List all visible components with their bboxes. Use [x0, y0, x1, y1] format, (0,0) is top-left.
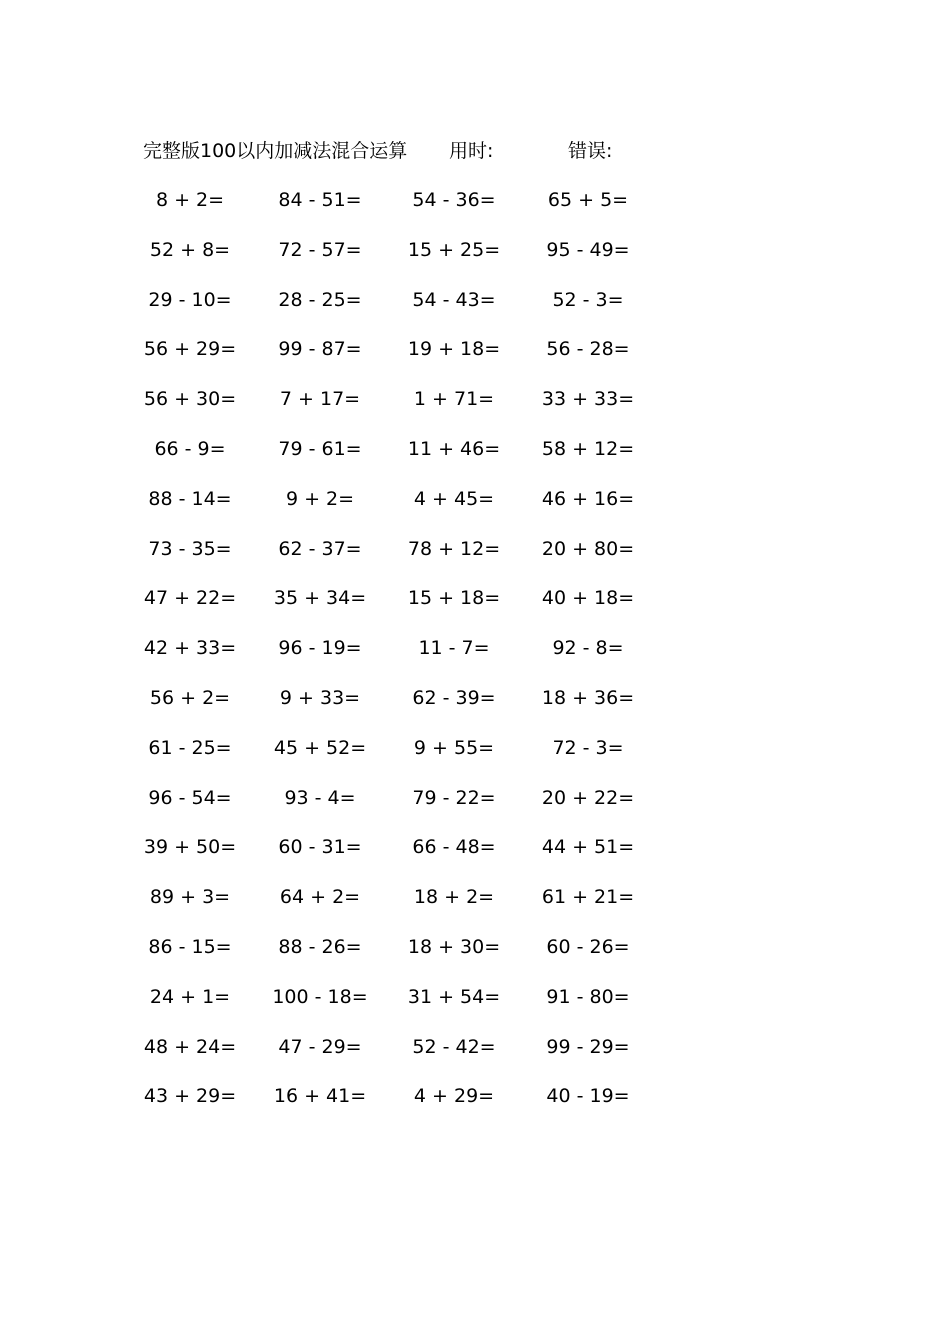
arithmetic-problem: 7 + 17= [279, 388, 361, 411]
arithmetic-problem: 20 + 80= [541, 537, 635, 560]
arithmetic-problem: 89 + 3= [149, 886, 231, 909]
arithmetic-problem: 1 + 71= [413, 388, 495, 411]
arithmetic-problem: 78 + 12= [407, 537, 501, 560]
arithmetic-problem: 54 - 36= [412, 189, 496, 211]
arithmetic-problem: 44 + 51= [541, 836, 635, 859]
arithmetic-problem: 96 - 19= [278, 637, 362, 660]
arithmetic-problem: 66 - 9= [154, 437, 226, 460]
problem-row [0, 632, 950, 682]
arithmetic-problem: 95 - 49= [546, 238, 630, 261]
arithmetic-problem: 56 + 29= [143, 338, 237, 361]
arithmetic-problem: 4 + 29= [413, 1085, 495, 1108]
arithmetic-problem: 8 + 2= [155, 189, 225, 211]
arithmetic-problem: 93 - 4= [284, 786, 356, 809]
arithmetic-problem: 56 - 28= [546, 338, 630, 361]
problem-row [0, 931, 950, 981]
arithmetic-problem: 91 - 80= [546, 985, 630, 1008]
arithmetic-problem: 48 + 24= [143, 1035, 237, 1058]
problem-row [0, 981, 950, 1031]
problem-row [0, 383, 950, 433]
problem-row [0, 732, 950, 782]
arithmetic-problem: 29 - 10= [148, 288, 232, 311]
arithmetic-problem: 46 + 16= [541, 487, 635, 510]
arithmetic-problem: 15 + 18= [407, 587, 501, 610]
arithmetic-problem: 40 + 18= [541, 587, 635, 610]
arithmetic-problem: 31 + 54= [407, 985, 501, 1008]
arithmetic-problem: 42 + 33= [143, 637, 237, 660]
arithmetic-problem: 33 + 33= [541, 388, 635, 411]
problem-row [0, 533, 950, 583]
error-count-label: 错误: [568, 140, 613, 162]
problem-row [0, 483, 950, 533]
arithmetic-problem: 61 - 25= [148, 736, 232, 759]
problem-row [0, 1031, 950, 1081]
worksheet-title: 完整版100以内加减法混合运算 [143, 140, 408, 162]
arithmetic-problem: 73 - 35= [148, 537, 232, 560]
arithmetic-problem: 40 - 19= [546, 1085, 630, 1108]
arithmetic-problem: 79 - 61= [278, 437, 362, 460]
arithmetic-problem: 28 - 25= [278, 288, 362, 311]
problem-row [0, 582, 950, 632]
arithmetic-problem: 43 + 29= [143, 1085, 237, 1108]
arithmetic-problem: 92 - 8= [552, 637, 624, 660]
time-used-label: 用时: [449, 140, 494, 162]
arithmetic-problem: 66 - 48= [412, 836, 496, 859]
arithmetic-problem: 54 - 43= [412, 288, 496, 311]
arithmetic-problem: 60 - 31= [278, 836, 362, 859]
arithmetic-problem: 56 + 2= [149, 686, 231, 709]
arithmetic-problem: 64 + 2= [279, 886, 361, 909]
problem-row [0, 433, 950, 483]
arithmetic-problem: 39 + 50= [143, 836, 237, 859]
arithmetic-problem: 61 + 21= [541, 886, 635, 909]
arithmetic-problem: 100 - 18= [272, 985, 368, 1008]
arithmetic-problem: 52 - 42= [412, 1035, 496, 1058]
arithmetic-problem: 47 + 22= [143, 587, 237, 610]
arithmetic-problem: 9 + 2= [285, 487, 355, 510]
arithmetic-problem: 18 + 36= [541, 686, 635, 709]
arithmetic-problem: 47 - 29= [278, 1035, 362, 1058]
arithmetic-problem: 72 - 57= [278, 238, 362, 261]
arithmetic-problem: 58 + 12= [541, 437, 635, 460]
problem-row [0, 284, 950, 334]
problem-grid [0, 184, 950, 1130]
arithmetic-problem: 11 - 7= [418, 637, 490, 660]
arithmetic-problem: 62 - 37= [278, 537, 362, 560]
arithmetic-problem: 52 - 3= [552, 288, 624, 311]
arithmetic-problem: 52 + 8= [149, 238, 231, 261]
problem-row [0, 682, 950, 732]
arithmetic-problem: 99 - 29= [546, 1035, 630, 1058]
problem-row [0, 1080, 950, 1130]
arithmetic-problem: 72 - 3= [552, 736, 624, 759]
problem-row [0, 881, 950, 931]
problem-row [0, 234, 950, 284]
problem-row [0, 831, 950, 881]
problem-row [0, 333, 950, 383]
arithmetic-problem: 79 - 22= [412, 786, 496, 809]
arithmetic-problem: 20 + 22= [541, 786, 635, 809]
arithmetic-problem: 62 - 39= [412, 686, 496, 709]
arithmetic-problem: 35 + 34= [273, 587, 367, 610]
arithmetic-problem: 18 + 2= [413, 886, 495, 909]
arithmetic-problem: 96 - 54= [148, 786, 232, 809]
arithmetic-problem: 45 + 52= [273, 736, 367, 759]
arithmetic-problem: 65 + 5= [547, 189, 629, 211]
arithmetic-problem: 4 + 45= [413, 487, 495, 510]
arithmetic-problem: 88 - 14= [148, 487, 232, 510]
arithmetic-problem: 24 + 1= [149, 985, 231, 1008]
arithmetic-problem: 60 - 26= [546, 935, 630, 958]
problem-row [0, 782, 950, 832]
arithmetic-problem: 11 + 46= [407, 437, 501, 460]
arithmetic-problem: 56 + 30= [143, 388, 237, 411]
problem-row [0, 184, 950, 234]
worksheet-header [0, 136, 950, 166]
arithmetic-problem: 15 + 25= [407, 238, 501, 261]
arithmetic-problem: 9 + 55= [413, 736, 495, 759]
arithmetic-problem: 19 + 18= [407, 338, 501, 361]
arithmetic-problem: 9 + 33= [279, 686, 361, 709]
arithmetic-problem: 86 - 15= [148, 935, 232, 958]
arithmetic-problem: 18 + 30= [407, 935, 501, 958]
arithmetic-problem: 88 - 26= [278, 935, 362, 958]
arithmetic-problem: 99 - 87= [278, 338, 362, 361]
arithmetic-problem: 84 - 51= [278, 189, 362, 211]
arithmetic-problem: 16 + 41= [273, 1085, 367, 1108]
